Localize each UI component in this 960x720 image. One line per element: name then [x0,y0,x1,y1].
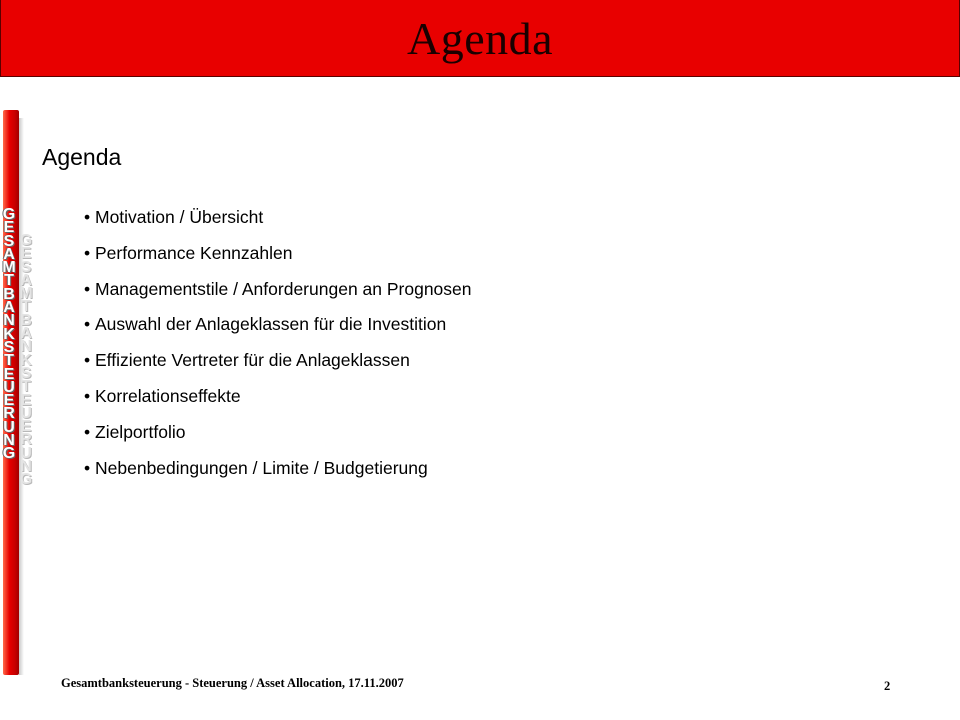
agenda-item: • Zielportfolio [84,415,472,451]
agenda-item: • Managementstile / Anforderungen an Prognosen [84,272,472,308]
vertical-brand-shadow-text: GESAMTBANKSTEUERUNG [19,232,33,489]
agenda-item: • Korrelationseffekte [84,379,472,415]
footer-caption: Gesamtbanksteuerung - Steuerung / Asset Allocation, 17.11.2007 [61,676,404,690]
agenda-item: • Nebenbedingungen / Limite / Budgetierung [84,451,472,487]
page-number: 2 [884,679,891,693]
slide-title: Agenda [406,12,554,64]
agenda-item: • Effiziente Vertreter für die Anlageklassen [84,343,472,379]
title-banner [0,0,960,77]
agenda-item: • Auswahl der Anlageklassen für die Investition [84,307,472,343]
vertical-brand-text: GESAMTBANKSTEUERUNG [2,206,16,463]
agenda-item: • Performance Kennzahlen [84,236,472,272]
agenda-item: • Motivation / Übersicht [84,200,472,236]
agenda-list [84,200,472,486]
section-heading: Agenda [42,144,122,170]
